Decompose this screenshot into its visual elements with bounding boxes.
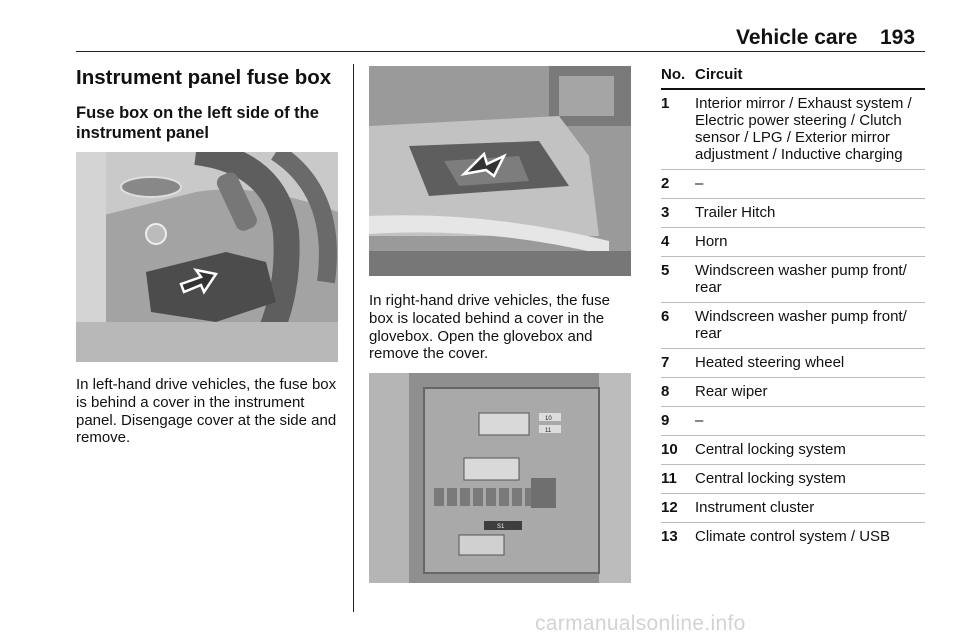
fuse-circuit: – bbox=[695, 170, 925, 199]
fuse-number: 8 bbox=[661, 378, 695, 407]
table-row bbox=[661, 303, 925, 349]
fuse-circuit: – bbox=[695, 407, 925, 436]
section-subtitle: Fuse box on the left side of the instrument panel bbox=[76, 104, 319, 142]
fuse-circuit: Instrument cluster bbox=[695, 494, 925, 523]
left-body-text: In left-hand drive vehicles, the fuse box is behind a cover in the instrument panel. Disengage cover at the side and remove. bbox=[76, 376, 337, 447]
fuse-circuit: Interior mirror / Exhaust system / Electric power steering / Clutch sensor / LPG / Exterior mirror adjustment / Inductive charging bbox=[695, 89, 925, 170]
fuse-circuit: Climate control system / USB bbox=[695, 528, 891, 545]
header-rule bbox=[76, 51, 925, 52]
fuse-number: 10 bbox=[661, 436, 695, 465]
instrument-panel-photo bbox=[76, 152, 338, 362]
fuse-label-10: 10 bbox=[545, 416, 552, 422]
fuse-number: 2 bbox=[661, 170, 695, 199]
fuse-label-11: 11 bbox=[545, 428, 552, 434]
table-header-row bbox=[661, 64, 925, 89]
fuse-number: 9 bbox=[661, 407, 695, 436]
fuse-number: 13 bbox=[661, 528, 678, 545]
column-header-no: No. bbox=[661, 64, 695, 89]
column-divider bbox=[353, 64, 354, 612]
table-row bbox=[661, 199, 925, 228]
table-row bbox=[661, 436, 925, 465]
middle-body-text: In right-hand drive vehicles, the fuse box is located behind a cover in the glovebox. Open the glovebox and remove the cover. bbox=[369, 292, 610, 363]
fuse-circuit: Horn bbox=[695, 228, 925, 257]
fuse-number: 6 bbox=[661, 303, 695, 349]
table-row bbox=[661, 170, 925, 199]
page-number: 193 bbox=[880, 26, 916, 49]
fuse-circuit: Rear wiper bbox=[695, 378, 925, 407]
fuse-number: 12 bbox=[661, 494, 695, 523]
fuse-circuit: Central locking system bbox=[695, 465, 925, 494]
table-row bbox=[661, 465, 925, 494]
table-row bbox=[661, 228, 925, 257]
fuse-table bbox=[661, 64, 925, 551]
table-row bbox=[661, 407, 925, 436]
fuse-number: 7 bbox=[661, 349, 695, 378]
fuse-circuit: Windscreen washer pump front/ rear bbox=[695, 257, 925, 303]
section-title: Instrument panel fuse box bbox=[76, 66, 332, 89]
table-row bbox=[661, 349, 925, 378]
column-header-circuit: Circuit bbox=[695, 64, 925, 89]
glovebox-photo bbox=[369, 66, 631, 276]
fuse-circuit: Heated steering wheel bbox=[695, 349, 925, 378]
fuse-circuit: Central locking system bbox=[695, 436, 925, 465]
fuse-box-photo bbox=[369, 373, 631, 583]
fuse-number: 4 bbox=[661, 228, 695, 257]
fuse-number: 11 bbox=[661, 465, 695, 494]
fuse-circuit: Windscreen washer pump front/ rear bbox=[695, 303, 925, 349]
fuse-number: 1 bbox=[661, 89, 695, 170]
fuse-number: 3 bbox=[661, 199, 695, 228]
watermark: carmanualsonline.info bbox=[535, 612, 746, 635]
table-row bbox=[661, 89, 925, 170]
table-row bbox=[661, 523, 925, 552]
fuse-number: 5 bbox=[661, 257, 695, 303]
table-row bbox=[661, 494, 925, 523]
table-row bbox=[661, 257, 925, 303]
page-header-title: Vehicle care bbox=[736, 26, 858, 49]
table-row bbox=[661, 378, 925, 407]
fuse-label-s1: S1 bbox=[497, 524, 505, 530]
fuse-circuit: Trailer Hitch bbox=[695, 199, 925, 228]
